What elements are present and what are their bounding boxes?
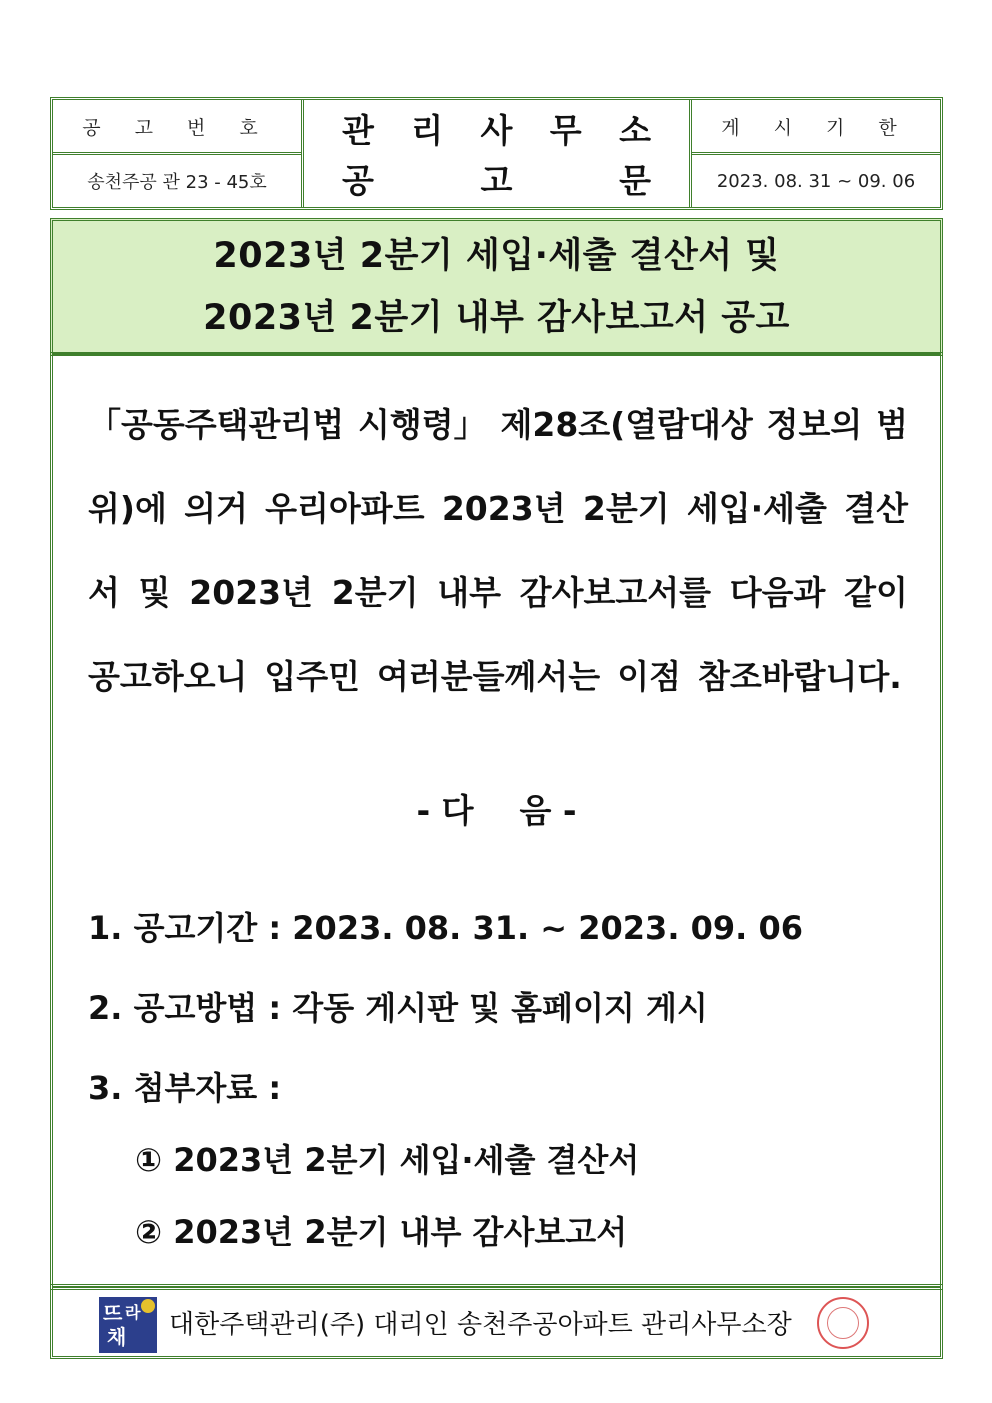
word: 세입·세출	[686, 488, 827, 528]
notice-item-method: 2. 공고방법 : 각동 게시판 및 홈페이지 게시	[88, 989, 708, 1027]
notice-number-label: 공 고 번 호	[82, 116, 272, 139]
notice-item-attachments: 3. 첨부자료 :	[88, 1069, 282, 1107]
word: 내부	[437, 572, 501, 612]
word: 여러분들께서는	[377, 656, 601, 696]
paragraph-line	[88, 548, 908, 632]
word: 참조바랍니다.	[697, 656, 902, 696]
ttarae-logo-icon	[99, 1297, 157, 1353]
word: 「공동주택관리법	[88, 404, 345, 444]
word: 2023년	[441, 488, 566, 528]
word: 서	[88, 572, 120, 612]
word: 제28조(열람대상	[500, 404, 753, 444]
office-title-char: 공	[342, 161, 374, 200]
office-title-line1	[342, 104, 651, 154]
paragraph-line	[88, 632, 908, 716]
official-seal-icon	[817, 1297, 869, 1349]
office-title-char: 무	[549, 111, 582, 150]
word: 공고하오니	[88, 656, 248, 696]
word: 우리아파트	[265, 488, 425, 528]
word: 의거	[184, 488, 248, 528]
office-title-char: 사	[480, 111, 513, 150]
office-title-char: 관	[342, 111, 374, 150]
notice-number-cell	[53, 155, 301, 207]
logo-char: 채	[107, 1325, 127, 1349]
paragraph-line	[88, 380, 908, 464]
notice-title-band	[50, 218, 943, 356]
notice-header-table	[50, 97, 943, 210]
posting-period-cell	[692, 155, 940, 207]
word: 2분기	[331, 572, 419, 612]
word: 정보의	[766, 404, 863, 444]
notice-number-label-cell	[53, 100, 301, 152]
notice-body	[50, 352, 943, 1290]
office-title-char: 소	[619, 111, 651, 150]
word: 2023년	[189, 572, 314, 612]
word: 시행령」	[358, 404, 487, 444]
office-title-char: 문	[619, 161, 651, 200]
posting-period-label-cell	[692, 100, 940, 152]
notice-title-line2: 2023년 2분기 내부 감사보고서 공고	[203, 298, 790, 338]
next-heading: - 다 음 -	[416, 791, 577, 830]
attachment-item: ② 2023년 2분기 내부 감사보고서	[135, 1213, 628, 1251]
word: 결산	[844, 488, 908, 528]
posting-period-label: 게 시 기 한	[721, 116, 911, 139]
logo-char: 라	[125, 1303, 141, 1322]
posting-period: 2023. 08. 31 ~ 09. 06	[716, 170, 916, 192]
office-title-char: 고	[480, 161, 513, 200]
word: 및	[138, 572, 171, 612]
office-title-cell	[304, 100, 689, 207]
notice-paragraph	[88, 380, 908, 716]
word: 입주민	[264, 656, 361, 696]
word: 다음과	[729, 572, 826, 612]
issuer-name: 대한주택관리(주) 대리인 송천주공아파트 관리사무소장	[169, 1310, 792, 1340]
word: 위)에	[88, 488, 167, 528]
attachment-item: ① 2023년 2분기 세입·세출 결산서	[135, 1141, 640, 1179]
word: 감사보고서를	[519, 572, 712, 612]
flower-icon	[141, 1299, 155, 1313]
office-title-char: 리	[411, 111, 444, 150]
word: 범	[876, 404, 908, 444]
notice-item-period: 1. 공고기간 : 2023. 08. 31. ~ 2023. 09. 06	[88, 909, 803, 947]
word: 이점	[617, 656, 681, 696]
paragraph-line	[88, 464, 908, 548]
notice-footer	[50, 1284, 943, 1359]
office-title-line2	[342, 154, 651, 204]
notice-title-line1: 2023년 2분기 세입·세출 결산서 및	[213, 236, 780, 276]
word: 2분기	[582, 488, 670, 528]
notice-number: 송천주공 관 23 - 45호	[87, 172, 267, 193]
word: 같이	[844, 572, 908, 612]
logo-char: 뜨	[103, 1301, 123, 1325]
